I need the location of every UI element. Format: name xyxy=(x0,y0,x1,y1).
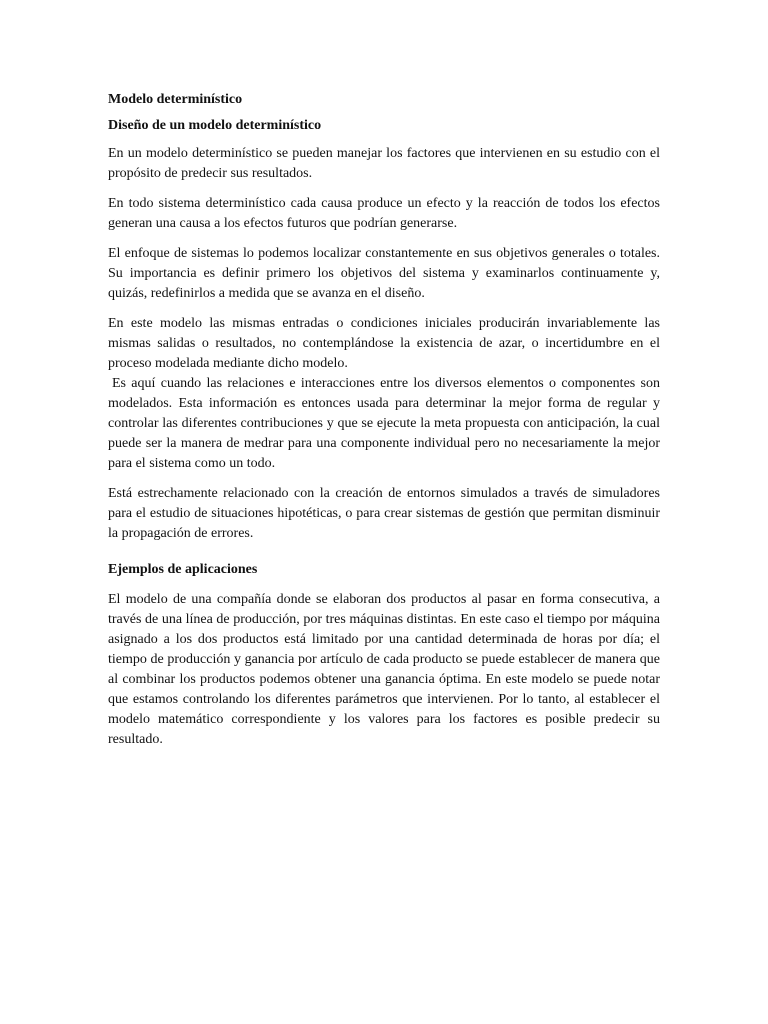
paragraph-causes: En todo sistema determinístico cada causa produce un efecto y la reacción de todos los efectos generan una causa a los efectos futuros que podrían generarse. xyxy=(108,196,660,231)
paragraph-intro: En un modelo determinístico se pueden manejar los factores que intervienen en su estudio con el propósito de predecir sus resultados. xyxy=(108,146,660,181)
document-title: Modelo determinístico xyxy=(108,92,243,107)
paragraph-inputs: En este modelo las mismas entradas o condiciones iniciales producirán invariablemente las mismas salidas o resultados, no contemplándose la existencia de azar, o incertidumbre en el proceso modelada mediante dicho modelo. xyxy=(108,316,660,371)
examples-heading: Ejemplos de aplicaciones xyxy=(108,562,258,577)
paragraph-simulation: Está estrechamente relacionado con la creación de entornos simulados a través de simuladores para el estudio de situaciones hipotéticas, o para crear sistemas de gestión que permitan disminuir la propagación de errores. xyxy=(108,486,660,541)
paragraph-systems-approach: El enfoque de sistemas lo podemos localizar constantemente en sus objetivos generales o totales. Su importancia es definir primero los objetivos del sistema y examinarlos continuamente y, quizás, redefinirlos a medida que se avanza en el diseño. xyxy=(108,246,660,301)
section-heading: Diseño de un modelo determinístico xyxy=(108,118,322,133)
paragraph-relations: Es aquí cuando las relaciones e interacciones entre los diversos elementos o componentes son modelados. Esta información es entonces usada para determinar la mejor forma de regular y controlar las diferentes contribuciones y que se ejecute la meta propuesta con anticipación, la cual puede ser la manera de medrar para una componente individual pero no necesariamente la mejor para el sistema como un todo. xyxy=(108,376,660,471)
document-page xyxy=(108,90,660,760)
paragraph-example: El modelo de una compañía donde se elaboran dos productos al pasar en forma consecutiva, a través de una línea de producción, por tres máquinas distintas. En este caso el tiempo por máquina asignado a los dos productos está limitado por una cantidad determinada de horas por día; el tiempo de producción y ganancia por artículo de cada producto se puede establecer de manera que al combinar los productos podemos obtener una ganancia óptima. En este modelo se puede notar que estamos controlando los diferentes parámetros que intervienen. Por lo tanto, al establecer el modelo matemático correspondiente y los valores para los factores es posible predecir su resultado. xyxy=(108,592,660,747)
